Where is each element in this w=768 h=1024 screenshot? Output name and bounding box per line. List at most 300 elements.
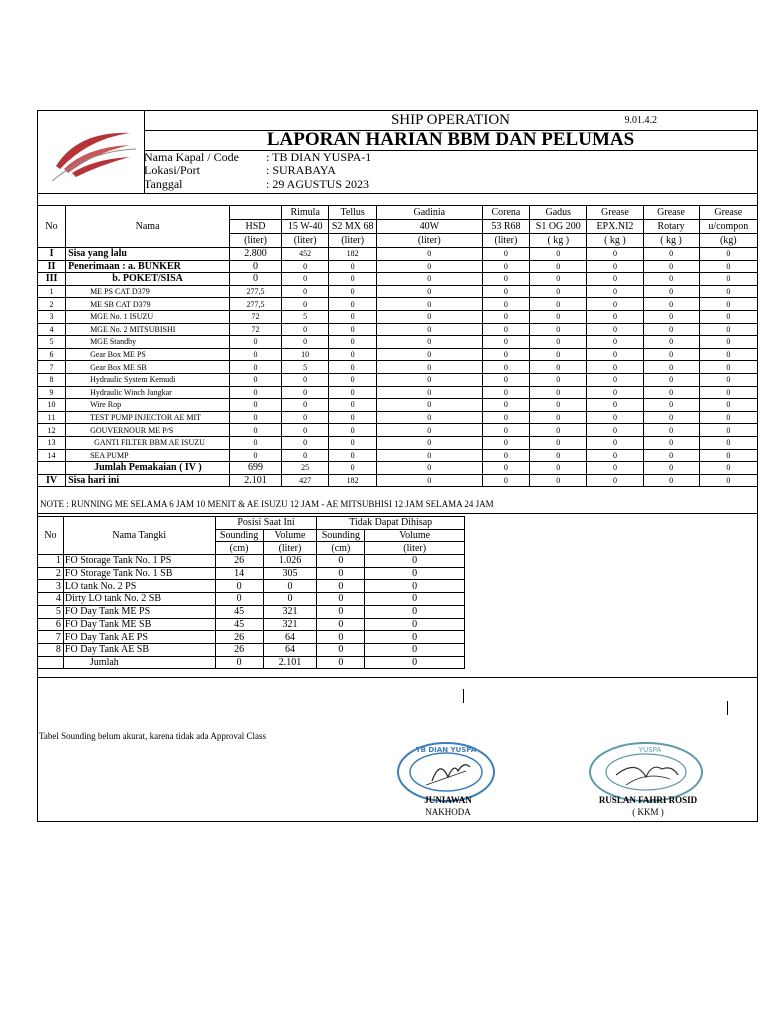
table-row xyxy=(38,462,758,475)
row-value: 0 xyxy=(587,273,643,286)
col-tellus-l3: (liter) xyxy=(329,234,376,248)
row-value: 0 xyxy=(329,323,376,336)
row-value: 0 xyxy=(643,424,699,437)
row-value: 0 xyxy=(230,273,282,286)
row-value: 277,5 xyxy=(230,298,282,311)
row-value: 0 xyxy=(643,361,699,374)
row-name: Wire Rop xyxy=(66,399,230,412)
row-value: 0 xyxy=(376,436,482,449)
tick-mark xyxy=(463,689,464,703)
row-value: 0 xyxy=(230,348,282,361)
row-value: 0 xyxy=(587,386,643,399)
row-value: 0 xyxy=(281,449,328,462)
tank-no: 7 xyxy=(38,631,64,644)
row-value: 0 xyxy=(587,361,643,374)
ship-operation-text: SHIP OPERATION xyxy=(390,112,511,128)
row-value: 0 xyxy=(329,424,376,437)
row-value: 0 xyxy=(482,386,529,399)
row-value: 0 xyxy=(699,348,757,361)
row-name: Gear Box ME PS xyxy=(66,348,230,361)
tank-value: 0 xyxy=(215,593,263,606)
row-value: 0 xyxy=(699,462,757,475)
row-value: 0 xyxy=(643,285,699,298)
row-value: 0 xyxy=(230,361,282,374)
table-head-row xyxy=(38,206,758,220)
row-value: 0 xyxy=(329,260,376,273)
row-value: 0 xyxy=(699,449,757,462)
chief-engineer-name: RUSLAN FAHRI ROSID xyxy=(598,795,698,805)
tank-value: 14 xyxy=(215,567,263,580)
tank-value: 305 xyxy=(263,567,317,580)
tank-value: 0 xyxy=(317,593,365,606)
tank-total-value: 0 xyxy=(365,656,465,669)
tank-value: 0 xyxy=(317,555,365,568)
tank-name: FO Day Tank AE SB xyxy=(63,643,215,656)
col-grease1-l1: Grease xyxy=(587,206,643,220)
running-note: NOTE : RUNNING ME SELAMA 6 JAM 10 MENIT & AE ISUZU 12 JAM - AE MITSUBHISI 12 JAM SELAMA 24 JAM xyxy=(40,499,494,509)
row-value: 0 xyxy=(530,424,587,437)
tank-value: 0 xyxy=(365,605,465,618)
row-value: 0 xyxy=(699,273,757,286)
row-value: 0 xyxy=(482,411,529,424)
tank-value: 45 xyxy=(215,618,263,631)
row-value: 0 xyxy=(281,373,328,386)
row-value: 0 xyxy=(376,323,482,336)
row-value: 0 xyxy=(329,361,376,374)
info-value: : TB DIAN YUSPA-1 xyxy=(266,150,372,164)
table-row xyxy=(38,260,758,273)
row-value: 0 xyxy=(643,348,699,361)
row-value: 0 xyxy=(376,248,482,261)
row-value: 0 xyxy=(587,373,643,386)
tank-no: 1 xyxy=(38,555,64,568)
row-value: 0 xyxy=(329,373,376,386)
tank-no: 5 xyxy=(38,605,64,618)
table-row xyxy=(38,449,758,462)
tank-value: 64 xyxy=(263,643,317,656)
row-value: 0 xyxy=(482,248,529,261)
row-value: 0 xyxy=(329,310,376,323)
tick-mark xyxy=(727,701,728,715)
tank-col-volume2: Volume xyxy=(365,529,465,542)
table-row xyxy=(38,248,758,261)
row-value: 0 xyxy=(699,336,757,349)
row-value: 0 xyxy=(482,348,529,361)
col-grease2-l1: Grease xyxy=(643,206,699,220)
tank-col-sounding2: Sounding xyxy=(317,529,365,542)
stamp-text: YUSPA xyxy=(638,746,662,754)
col-no: No xyxy=(38,206,66,248)
row-value: 0 xyxy=(587,474,643,487)
row-no: 9 xyxy=(38,386,66,399)
tank-value: 0 xyxy=(263,593,317,606)
col-grease3-l3: (kg) xyxy=(699,234,757,248)
row-value: 0 xyxy=(530,474,587,487)
row-value: 0 xyxy=(281,386,328,399)
row-value: 0 xyxy=(281,273,328,286)
tank-row xyxy=(38,567,465,580)
row-value: 0 xyxy=(329,285,376,298)
row-value: 5 xyxy=(281,310,328,323)
row-value: 0 xyxy=(530,285,587,298)
col-grease1-l3: ( kg ) xyxy=(587,234,643,248)
row-value: 182 xyxy=(329,248,376,261)
tank-value: 0 xyxy=(365,631,465,644)
row-value: 0 xyxy=(643,462,699,475)
row-value: 0 xyxy=(230,424,282,437)
row-value: 0 xyxy=(376,449,482,462)
row-value: 0 xyxy=(530,348,587,361)
tank-value: 1.026 xyxy=(263,555,317,568)
row-value: 0 xyxy=(530,260,587,273)
row-value: 0 xyxy=(230,336,282,349)
tank-value: 0 xyxy=(365,643,465,656)
row-no: III xyxy=(38,273,66,286)
tank-value: 0 xyxy=(317,567,365,580)
row-value: 0 xyxy=(587,424,643,437)
row-value: 0 xyxy=(482,310,529,323)
row-value: 0 xyxy=(699,323,757,336)
tank-value: 321 xyxy=(263,605,317,618)
row-value: 0 xyxy=(281,399,328,412)
tank-total-value: 0 xyxy=(215,656,263,669)
row-no: 1 xyxy=(38,285,66,298)
info-value: : SURABAYA xyxy=(266,163,336,177)
tank-col-nama: Nama Tangki xyxy=(63,517,215,555)
row-value: 0 xyxy=(482,424,529,437)
table-row xyxy=(38,273,758,286)
tank-value: 26 xyxy=(215,643,263,656)
row-name: Sisa yang lalu xyxy=(66,248,230,261)
tank-head-row xyxy=(38,517,465,530)
row-value: 0 xyxy=(643,260,699,273)
captain-signature xyxy=(398,795,498,817)
tank-row xyxy=(38,605,465,618)
info-ship-name xyxy=(144,151,757,164)
row-name: TEST PUMP INJECTOR AE MIT xyxy=(66,411,230,424)
tank-name: Dirty LO tank No. 2 SB xyxy=(63,593,215,606)
row-value: 0 xyxy=(587,449,643,462)
tank-value: 321 xyxy=(263,618,317,631)
row-name: MGE No. 1 ISUZU xyxy=(66,310,230,323)
tank-value: 0 xyxy=(365,580,465,593)
row-name: Hydraulic System Kemudi xyxy=(66,373,230,386)
captain-name: JUNIAWAN xyxy=(424,795,472,805)
row-value: 0 xyxy=(230,449,282,462)
row-value: 0 xyxy=(699,298,757,311)
row-value: 0 xyxy=(587,285,643,298)
row-value: 0 xyxy=(530,373,587,386)
row-value: 0 xyxy=(281,323,328,336)
table-row xyxy=(38,386,758,399)
col-rimula-l1: Rimula xyxy=(281,206,328,220)
sounding-note: Tabel Sounding belum akurat, karena tidak ada Approval Class xyxy=(39,731,267,741)
row-value: 0 xyxy=(482,373,529,386)
row-no: 11 xyxy=(38,411,66,424)
row-value: 0 xyxy=(281,260,328,273)
row-value: 0 xyxy=(587,436,643,449)
row-value: 0 xyxy=(376,348,482,361)
row-value: 0 xyxy=(329,462,376,475)
col-corena-l1: Corena xyxy=(482,206,529,220)
tank-name: FO Day Tank AE PS xyxy=(63,631,215,644)
tank-value: 0 xyxy=(317,643,365,656)
row-no: 14 xyxy=(38,449,66,462)
row-value: 0 xyxy=(643,310,699,323)
tank-no: 6 xyxy=(38,618,64,631)
tank-unit-liter2: (liter) xyxy=(365,542,465,555)
row-value: 0 xyxy=(699,260,757,273)
col-hsd-l3: (liter) xyxy=(230,234,282,248)
col-nama: Nama xyxy=(66,206,230,248)
row-value: 0 xyxy=(329,399,376,412)
row-value: 182 xyxy=(329,474,376,487)
tank-total-row xyxy=(38,656,465,669)
tank-name: LO tank No. 2 PS xyxy=(63,580,215,593)
row-value: 0 xyxy=(643,411,699,424)
col-tellus-l2: S2 MX 68 xyxy=(329,220,376,234)
tank-no: 4 xyxy=(38,593,64,606)
col-tellus-l1: Tellus xyxy=(329,206,376,220)
row-value: 0 xyxy=(329,386,376,399)
tank-unit-cm2: (cm) xyxy=(317,542,365,555)
col-gadus-l2: S1 OG 200 xyxy=(530,220,587,234)
table-row xyxy=(38,323,758,336)
row-value: 5 xyxy=(281,361,328,374)
row-value: 0 xyxy=(643,474,699,487)
row-value: 0 xyxy=(376,411,482,424)
row-value: 0 xyxy=(587,310,643,323)
row-value: 0 xyxy=(376,424,482,437)
tank-row xyxy=(38,593,465,606)
row-value: 0 xyxy=(530,248,587,261)
row-value: 0 xyxy=(281,411,328,424)
tank-unit-liter: (liter) xyxy=(263,542,317,555)
row-value: 0 xyxy=(376,285,482,298)
row-value: 0 xyxy=(530,323,587,336)
report-header xyxy=(38,111,757,195)
row-value: 0 xyxy=(699,373,757,386)
row-value: 0 xyxy=(699,310,757,323)
row-value: 0 xyxy=(281,436,328,449)
tank-value: 0 xyxy=(317,618,365,631)
row-value: 0 xyxy=(530,436,587,449)
fuel-table-body xyxy=(38,248,758,487)
report-title: LAPORAN HARIAN BBM DAN PELUMAS xyxy=(144,130,757,151)
row-value: 0 xyxy=(530,336,587,349)
row-name: Gear Box ME SB xyxy=(66,361,230,374)
col-grease2-l3: ( kg ) xyxy=(643,234,699,248)
row-value: 0 xyxy=(643,373,699,386)
tank-value: 0 xyxy=(215,580,263,593)
row-value: 0 xyxy=(587,323,643,336)
row-value: 0 xyxy=(587,336,643,349)
row-value: 0 xyxy=(329,411,376,424)
row-value: 0 xyxy=(530,449,587,462)
fuel-lubricant-table xyxy=(37,205,758,487)
row-value: 0 xyxy=(230,386,282,399)
captain-role: NAKHODA xyxy=(425,807,471,817)
row-value: 0 xyxy=(281,298,328,311)
row-name: GOUVERNOUR ME P/S xyxy=(66,424,230,437)
row-value: 0 xyxy=(643,273,699,286)
row-value: 2.101 xyxy=(230,474,282,487)
info-location xyxy=(144,164,757,177)
tank-value: 0 xyxy=(263,580,317,593)
tank-row xyxy=(38,643,465,656)
row-value: 0 xyxy=(329,273,376,286)
row-value: 0 xyxy=(643,399,699,412)
row-no: 12 xyxy=(38,424,66,437)
doc-code: 9.01.4.2 xyxy=(624,115,657,126)
row-value: 0 xyxy=(482,285,529,298)
tank-row xyxy=(38,580,465,593)
row-value: 0 xyxy=(230,436,282,449)
row-value: 0 xyxy=(587,399,643,412)
tank-value: 45 xyxy=(215,605,263,618)
chief-engineer-signature xyxy=(578,795,718,817)
stamp-text: TB DIAN YUSPA xyxy=(415,746,477,754)
row-value: 0 xyxy=(376,386,482,399)
row-value: 0 xyxy=(643,323,699,336)
row-value: 0 xyxy=(587,348,643,361)
col-grease3-l2: u/compon xyxy=(699,220,757,234)
row-no: 4 xyxy=(38,323,66,336)
row-value: 0 xyxy=(699,361,757,374)
info-date xyxy=(144,178,757,191)
row-value: 699 xyxy=(230,462,282,475)
row-value: 0 xyxy=(281,336,328,349)
row-value: 0 xyxy=(482,436,529,449)
row-no: 3 xyxy=(38,310,66,323)
row-value: 0 xyxy=(482,273,529,286)
table-row xyxy=(38,336,758,349)
row-value: 0 xyxy=(482,399,529,412)
tank-total-value: 0 xyxy=(317,656,365,669)
tank-total-label: Jumlah xyxy=(63,656,215,669)
tank-group-unpumpable: Tidak Dapat Dihisap xyxy=(317,517,465,530)
tank-col-no: No xyxy=(38,517,64,555)
row-no: 7 xyxy=(38,361,66,374)
tank-name: FO Day Tank ME PS xyxy=(63,605,215,618)
row-value: 0 xyxy=(376,474,482,487)
row-name: Penerimaan : a. BUNKER xyxy=(66,260,230,273)
table-row xyxy=(38,424,758,437)
row-value: 0 xyxy=(699,285,757,298)
row-name: GANTI FILTER BBM AE ISUZU xyxy=(66,436,230,449)
info-key: Nama Kapal / Code xyxy=(144,150,239,164)
row-value: 0 xyxy=(230,373,282,386)
col-corena-l2: 53 R68 xyxy=(482,220,529,234)
col-gadus-l1: Gadus xyxy=(530,206,587,220)
col-gadinia-l1: Gadinia xyxy=(376,206,482,220)
row-value: 0 xyxy=(699,474,757,487)
col-gadus-l3: ( kg ) xyxy=(530,234,587,248)
tank-value: 0 xyxy=(365,567,465,580)
row-value: 0 xyxy=(530,399,587,412)
tank-no: 3 xyxy=(38,580,64,593)
row-no: II xyxy=(38,260,66,273)
row-value: 0 xyxy=(329,348,376,361)
row-no: 10 xyxy=(38,399,66,412)
row-name: Jumlah Pemakaian ( IV ) xyxy=(66,462,230,475)
row-value: 0 xyxy=(699,248,757,261)
row-value: 0 xyxy=(482,260,529,273)
row-name: Sisa hari ini xyxy=(66,474,230,487)
tank-no: 2 xyxy=(38,567,64,580)
row-no: 8 xyxy=(38,373,66,386)
row-value: 0 xyxy=(699,386,757,399)
row-value: 277,5 xyxy=(230,285,282,298)
row-value: 0 xyxy=(643,386,699,399)
col-gadinia-l3: (liter) xyxy=(376,234,482,248)
tank-table-body xyxy=(38,555,465,669)
row-value: 0 xyxy=(699,424,757,437)
row-name: Hydraulic Winch Jangkar xyxy=(66,386,230,399)
tank-total-value: 2.101 xyxy=(263,656,317,669)
chief-engineer-role: ( KKM ) xyxy=(632,807,664,817)
row-value: 72 xyxy=(230,310,282,323)
row-value: 0 xyxy=(376,373,482,386)
col-rimula-l2: 15 W-40 xyxy=(281,220,328,234)
row-name: ME PS CAT D379 xyxy=(66,285,230,298)
tank-name: FO Day Tank ME SB xyxy=(63,618,215,631)
row-value: 0 xyxy=(587,248,643,261)
row-value: 0 xyxy=(482,449,529,462)
table-row xyxy=(38,373,758,386)
row-no: I xyxy=(38,248,66,261)
row-value: 0 xyxy=(376,310,482,323)
row-value: 0 xyxy=(376,361,482,374)
col-hsd-l1 xyxy=(230,206,282,220)
table-row xyxy=(38,298,758,311)
row-no: 5 xyxy=(38,336,66,349)
col-grease3-l1: Grease xyxy=(699,206,757,220)
tank-group-current: Posisi Saat Ini xyxy=(215,517,317,530)
row-value: 10 xyxy=(281,348,328,361)
row-value: 0 xyxy=(530,298,587,311)
title-area xyxy=(144,111,757,193)
tank-row xyxy=(38,618,465,631)
tank-value: 0 xyxy=(365,593,465,606)
row-value: 0 xyxy=(482,298,529,311)
tank-name: FO Storage Tank No. 1 SB xyxy=(63,567,215,580)
table-row xyxy=(38,411,758,424)
row-value: 0 xyxy=(587,260,643,273)
tank-sounding-table xyxy=(37,516,465,669)
row-value: 0 xyxy=(281,424,328,437)
row-value: 0 xyxy=(230,260,282,273)
row-value: 0 xyxy=(643,248,699,261)
row-value: 0 xyxy=(376,273,482,286)
table-row xyxy=(38,361,758,374)
table-row xyxy=(38,399,758,412)
row-value: 427 xyxy=(281,474,328,487)
tank-value: 0 xyxy=(317,605,365,618)
row-value: 0 xyxy=(643,449,699,462)
tank-unit-cm: (cm) xyxy=(215,542,263,555)
row-value: 0 xyxy=(587,462,643,475)
tank-name: FO Storage Tank No. 1 PS xyxy=(63,555,215,568)
row-value: 452 xyxy=(281,248,328,261)
col-rimula-l3: (liter) xyxy=(281,234,328,248)
note-divider xyxy=(38,513,757,514)
row-name: b. POKET/SISA xyxy=(66,273,230,286)
row-value: 0 xyxy=(699,436,757,449)
header-divider xyxy=(38,193,757,194)
col-hsd-l2: HSD xyxy=(230,220,282,234)
row-value: 0 xyxy=(230,411,282,424)
